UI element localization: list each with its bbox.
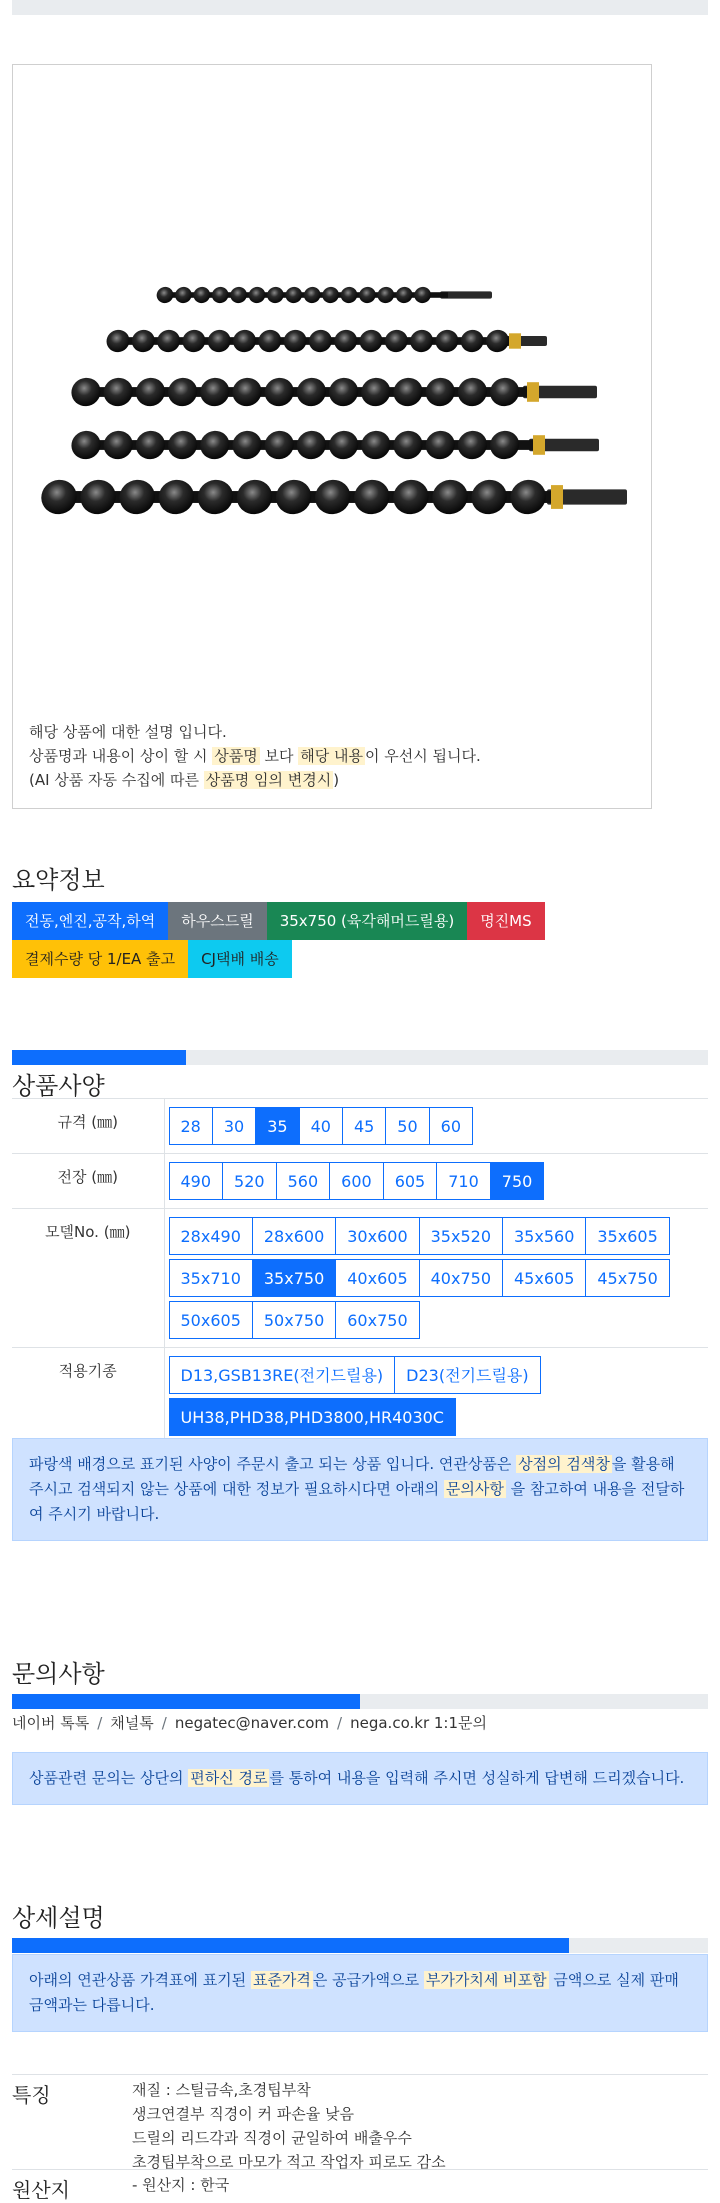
origin-section: [12, 2169, 708, 2202]
drill-bit: [154, 284, 492, 306]
spec-option[interactable]: D23(전기드릴용): [394, 1356, 540, 1394]
spec-option[interactable]: 35x560: [502, 1217, 586, 1255]
top-divider-bar: [12, 0, 708, 15]
desc-text: (AI 상품 자동 수집에 따른: [29, 771, 204, 789]
highlight-product-name: 상품명: [214, 747, 258, 765]
desc-line-1: 해당 상품에 대한 설명 입니다.: [29, 723, 227, 741]
specs-progress-bar: [12, 1050, 708, 1065]
separator: /: [337, 1714, 343, 1732]
inquiry-notice: [12, 1752, 708, 1805]
notice-text: 금액으로 실제 판매금액과는 다릅니다.: [29, 1971, 679, 2014]
drill-bit: [67, 373, 597, 411]
spec-row-length: [12, 1154, 708, 1209]
spec-option[interactable]: 45x750: [585, 1259, 669, 1297]
desc-text: 상품명과 내용이 상이 할 시: [29, 747, 213, 765]
highlight-inquiry: 문의사항: [445, 1480, 504, 1498]
product-description: [29, 720, 481, 792]
spec-option[interactable]: 30x600: [335, 1217, 419, 1255]
spec-options: [169, 1354, 707, 1438]
desc-text: 보다: [259, 747, 299, 765]
spec-option[interactable]: 45: [342, 1107, 386, 1145]
channel-channel-talk[interactable]: 채널톡: [110, 1714, 154, 1732]
separator: /: [97, 1714, 103, 1732]
drill-bit: [36, 474, 627, 520]
highlight-content: 해당 내용: [300, 747, 363, 765]
detail-title: 상세설명: [12, 1904, 105, 1932]
spec-option[interactable]: 45x605: [502, 1259, 586, 1297]
spec-option[interactable]: 490: [169, 1162, 224, 1200]
origin-value: - 원산지 : 한국: [132, 2176, 230, 2194]
spec-options: [169, 1215, 707, 1341]
spec-option[interactable]: 710: [436, 1162, 491, 1200]
channel-email[interactable]: negatec@naver.com: [174, 1714, 330, 1732]
spec-option[interactable]: 50x605: [169, 1301, 253, 1339]
badge-quantity: 결제수량 당 1/EA 출고: [12, 940, 188, 978]
detail-notice: [12, 1954, 708, 2032]
features-list: [132, 2078, 446, 2174]
badge-subcategory: 하우스드릴: [168, 902, 266, 940]
badge-shipping: CJ택배 배송: [188, 940, 292, 978]
detail-progress-bar: [12, 1938, 708, 1953]
summary-badges-row-2: [12, 940, 292, 978]
spec-label: 전장 (㎜): [12, 1154, 164, 1209]
spec-table: [12, 1098, 708, 1445]
badge-brand: 명진MS: [467, 902, 544, 940]
separator: /: [161, 1714, 167, 1732]
spec-option[interactable]: 600: [329, 1162, 384, 1200]
spec-option[interactable]: 60x750: [335, 1301, 419, 1339]
features-section: [12, 2074, 708, 2174]
notice-text: 아래의 연관상품 가격표에 표기된: [29, 1971, 251, 1989]
spec-option[interactable]: 35x520: [419, 1217, 503, 1255]
spec-option[interactable]: 60: [429, 1107, 473, 1145]
desc-line-2: [29, 744, 481, 768]
spec-label: 적용기종: [12, 1348, 164, 1445]
spec-option[interactable]: 50x750: [252, 1301, 336, 1339]
badge-spec: 35x750 (육각해머드릴용): [267, 902, 468, 940]
spec-option[interactable]: D13,GSB13RE(전기드릴용): [169, 1356, 396, 1394]
spec-options: [169, 1160, 707, 1202]
drill-bit: [103, 326, 547, 356]
spec-label: 규격 (㎜): [12, 1099, 164, 1154]
spec-option[interactable]: 28x490: [169, 1217, 253, 1255]
spec-option[interactable]: 605: [383, 1162, 438, 1200]
origin-label: 원산지: [12, 2178, 70, 2202]
feature-item: 초경팁부착으로 마모가 적고 작업자 피로도 감소: [132, 2153, 446, 2171]
spec-option[interactable]: 28: [169, 1107, 213, 1145]
spec-option[interactable]: 40x750: [419, 1259, 503, 1297]
channel-website-inquiry[interactable]: nega.co.kr 1:1문의: [350, 1714, 487, 1732]
inquiry-title: 문의사항: [12, 1660, 105, 1688]
spec-option[interactable]: 560: [276, 1162, 331, 1200]
notice-text: 을 참고하여 내용을 전달하여 주시기 바랍니다.: [29, 1480, 685, 1523]
spec-option[interactable]: 35x605: [585, 1217, 669, 1255]
spec-option[interactable]: 50: [385, 1107, 429, 1145]
highlight-route: 편하신 경로: [190, 1769, 268, 1787]
inquiry-progress-bar: [12, 1694, 708, 1709]
feature-item: 재질 : 스틸금속,초경팁부착: [132, 2081, 311, 2099]
spec-option[interactable]: 35x710: [169, 1259, 253, 1297]
highlight-vat: 부가가치세 비포함: [425, 1971, 547, 1989]
notice-text: 은 공급가액으로: [312, 1971, 424, 1989]
inquiry-progress-fill: [12, 1694, 360, 1709]
product-image-box: [12, 64, 652, 809]
spec-option[interactable]: 35x750: [252, 1259, 336, 1297]
spec-row-model: [12, 1209, 708, 1348]
notice-text: 을 활용해 주시고 검색되지 않는 상품에 대한 정보가 필요하시다면 아래의: [29, 1455, 675, 1498]
highlight-search: 상점의 검색창: [518, 1455, 610, 1473]
contact-channels: [12, 1712, 487, 1733]
spec-option[interactable]: 30: [212, 1107, 256, 1145]
spec-option[interactable]: 28x600: [252, 1217, 336, 1255]
spec-row-compat: [12, 1348, 708, 1445]
desc-line-3: [29, 768, 481, 792]
spec-option[interactable]: 40x605: [335, 1259, 419, 1297]
spec-row-size: [12, 1099, 708, 1154]
spec-label: 모델No. (㎜): [12, 1209, 164, 1348]
highlight-standard-price: 표준가격: [252, 1971, 311, 1989]
channel-naver-talk[interactable]: 네이버 톡톡: [12, 1714, 90, 1732]
feature-item: 생크연결부 직경이 커 파손율 낮음: [132, 2105, 354, 2123]
drill-bits-image: [27, 265, 639, 595]
highlight-name-change: 상품명 임의 변경시: [205, 771, 332, 789]
feature-item: 드릴의 리드각과 직경이 균일하여 배출우수: [132, 2129, 412, 2147]
specs-title: 상품사양: [12, 1072, 105, 1100]
summary-title: 요약정보: [12, 866, 105, 894]
spec-option[interactable]: 35: [255, 1107, 299, 1145]
features-label: 특징: [12, 2083, 51, 2107]
spec-option[interactable]: 40: [299, 1107, 343, 1145]
spec-options: [169, 1105, 707, 1147]
badge-category: 전동,엔진,공작,하역: [12, 902, 168, 940]
desc-text: 이 우선시 됩니다.: [364, 747, 481, 765]
spec-option[interactable]: 750: [490, 1162, 545, 1200]
summary-badges-row-1: [12, 902, 545, 940]
notice-text: 를 통하여 내용을 입력해 주시면 성실하게 답변해 드리겠습니다.: [269, 1769, 685, 1787]
spec-option[interactable]: UH38,PHD38,PHD3800,HR4030C: [169, 1398, 456, 1436]
notice-text: 파랑색 배경으로 표기된 사양이 주문시 출고 되는 상품 입니다. 연관상품은: [29, 1455, 517, 1473]
notice-text: 상품관련 문의는 상단의: [29, 1769, 189, 1787]
detail-progress-fill: [12, 1938, 569, 1953]
spec-option[interactable]: 520: [222, 1162, 277, 1200]
drill-bit: [67, 426, 599, 464]
specs-progress-fill: [12, 1050, 186, 1065]
specs-notice: [12, 1438, 708, 1541]
desc-text: ): [333, 771, 340, 789]
